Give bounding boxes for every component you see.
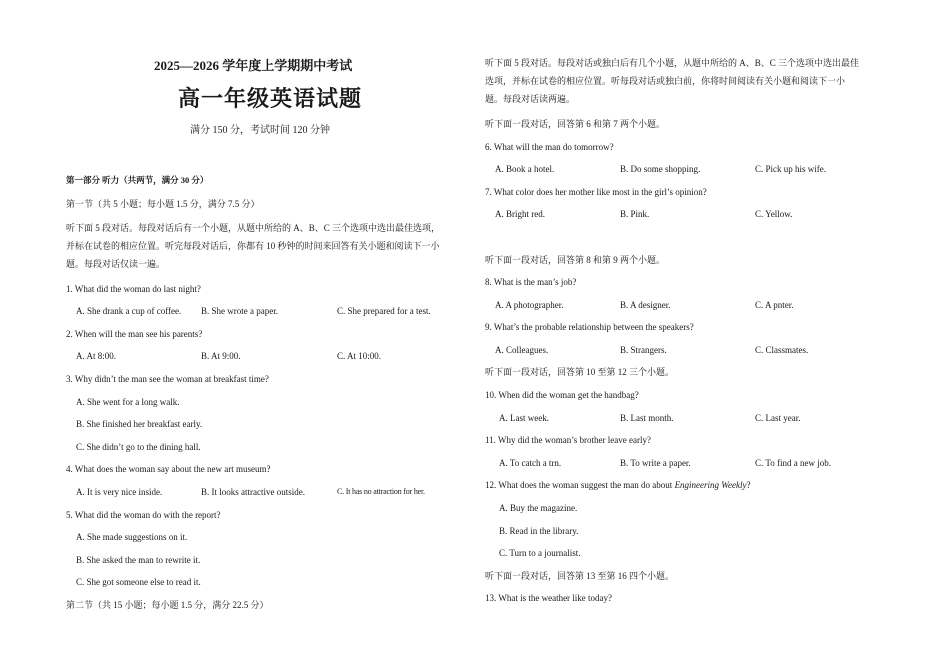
q1-option-b: B. She wrote a paper. [201, 306, 278, 316]
question-1: 1. What did the woman do last night? [66, 284, 201, 294]
q4-option-a: A. It is very nice inside. [76, 487, 163, 497]
question-5: 5. What did the woman do with the report? [66, 510, 221, 520]
dialog-6-7-intro: 听下面一段对话，回答第 6 和第 7 两个小题。 [485, 119, 666, 129]
section1-heading: 第一节（共 5 小题；每小题 1.5 分，满分 7.5 分） [66, 199, 260, 209]
q10-option-c: C. Last year. [755, 413, 801, 423]
q7-option-b: B. Pink. [620, 209, 650, 219]
q12-magazine-title: Engineering Weekly [674, 480, 747, 490]
section1-instruction-line: 听下面 5 段对话。每段对话后有一个小题，从题中所给的 A、B、C 三个选项中选出最佳选项， [66, 223, 441, 233]
dialog-10-12-intro: 听下面一段对话，回答第 10 至第 12 三个小题。 [485, 367, 675, 377]
q12-option-b: B. Read in the library. [499, 526, 579, 536]
q6-option-b: B. Do some shopping. [620, 164, 701, 174]
q3-option-a: A. She went for a long walk. [76, 397, 180, 407]
q4-option-b: B. It looks attractive outside. [201, 487, 305, 497]
section1-instruction-line: 并标在试卷的相应位置。听完每段对话后，你都有 10 秒钟的时间来回答有关小题和阅读下一小 [66, 241, 440, 251]
q9-option-c: C. Classmates. [755, 345, 809, 355]
q9-option-b: B. Strangers. [620, 345, 667, 355]
q5-option-a: A. She made suggestions on it. [76, 532, 188, 542]
q2-option-a: A. At 8:00. [76, 351, 117, 361]
q1-option-c: C. She prepared for a test. [337, 306, 431, 316]
question-6: 6. What will the man do tomorrow? [485, 142, 614, 152]
q4-option-c: C. It has no attraction for her. [337, 487, 425, 496]
q6-option-a: A. Book a hotel. [495, 164, 555, 174]
q11-option-b: B. To write a paper. [620, 458, 691, 468]
q7-option-a: A. Bright red. [495, 209, 545, 219]
question-10: 10. When did the woman get the handbag? [485, 390, 639, 400]
q3-option-c: C. She didn’t go to the dining hall. [76, 442, 201, 452]
dialog-13-16-intro: 听下面一段对话，回答第 13 至第 16 四个小题。 [485, 571, 675, 581]
page-title: 高一年级英语试题 [178, 86, 363, 111]
exam-year-heading: 2025—2026 学年度上学期期中考试 [154, 58, 353, 73]
q12-option-c: C. Turn to a journalist. [499, 548, 581, 558]
question-8: 8. What is the man’s job? [485, 277, 577, 287]
q9-option-a: A. Colleagues. [495, 345, 549, 355]
part1-heading: 第一部分 听力（共两节，满分 30 分） [66, 175, 209, 185]
section2-instruction-line: 题。每段对话读两遍。 [485, 94, 576, 104]
q6-option-c: C. Pick up his wife. [755, 164, 826, 174]
q5-option-c: C. She got someone else to read it. [76, 577, 201, 587]
q5-option-b: B. She asked the man to rewrite it. [76, 555, 201, 565]
section2-heading: 第二节（共 15 小题；每小题 1.5 分，满分 22.5 分） [66, 600, 269, 610]
question-12 [485, 479, 750, 491]
q11-option-a: A. To catch a trn. [499, 458, 562, 468]
q12-option-a: A. Buy the magazine. [499, 503, 578, 513]
q12-text: 12. What does the woman suggest the man do about [485, 480, 675, 490]
question-13: 13. What is the weather like today? [485, 593, 613, 603]
section1-instruction-line: 题。每段对话仅读一遍。 [66, 259, 166, 269]
question-9: 9. What’s the probable relationship between the speakers? [485, 322, 694, 332]
q10-option-b: B. Last month. [620, 413, 674, 423]
question-3: 3. Why didn’t the man see the woman at breakfast time? [66, 374, 269, 384]
section2-instruction-line: 选项，并标在试卷的相应位置。听每段对话或独白前，你将时间阅读有关小题和阅读下一小 [485, 76, 846, 86]
section2-instruction-line: 听下面 5 段对话。每段对话或独白后有几个小题，从题中所给的 A、B、C 三个选项中选出最佳 [485, 58, 860, 68]
q8-option-c: C. A pnter. [755, 300, 794, 310]
q7-option-c: C. Yellow. [755, 209, 793, 219]
exam-subtitle: 满分 150 分，考试时间 120 分钟 [190, 125, 330, 136]
q10-option-a: A. Last week. [499, 413, 549, 423]
question-11: 11. Why did the woman’s brother leave early? [485, 435, 651, 445]
q11-option-c: C. To find a new job. [755, 458, 831, 468]
q3-option-b: B. She finished her breakfast early. [76, 419, 203, 429]
question-2: 2. When will the man see his parents? [66, 329, 203, 339]
question-7: 7. What color does her mother like most in the girl’s opinion? [485, 187, 707, 197]
dialog-8-9-intro: 听下面一段对话，回答第 8 和第 9 两个小题。 [485, 255, 666, 265]
q8-option-b: B. A designer. [620, 300, 671, 310]
q1-option-a: A. She drank a cup of coffee. [76, 306, 182, 316]
q2-option-b: B. At 9:00. [201, 351, 241, 361]
q8-option-a: A. A photographer. [495, 300, 564, 310]
q2-option-c: C. At 10:00. [337, 351, 382, 361]
question-4: 4. What does the woman say about the new art museum? [66, 464, 271, 474]
q12-suffix: ? [746, 480, 751, 490]
